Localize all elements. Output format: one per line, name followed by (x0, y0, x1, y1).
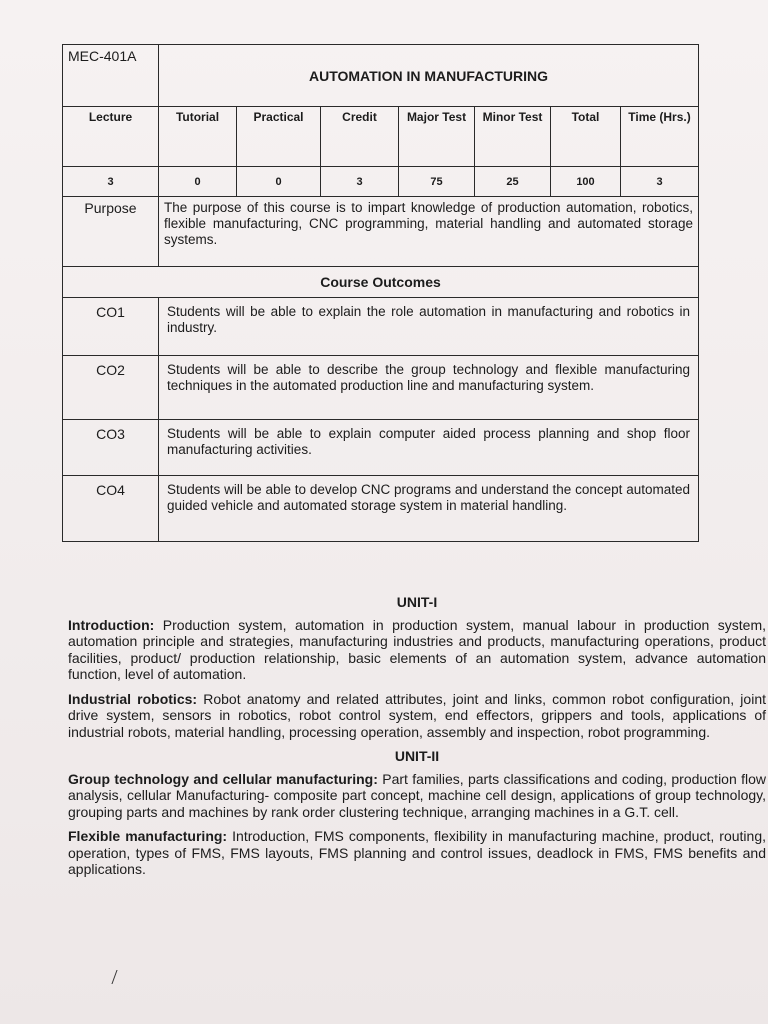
value-time: 3 (621, 167, 699, 197)
unit-topic (68, 771, 766, 821)
header-credit: Credit (321, 107, 399, 167)
outcome-row (63, 420, 699, 476)
header-total: Total (551, 107, 621, 167)
unit-heading: UNIT-I (396, 594, 438, 610)
outcome-row (63, 356, 699, 420)
purpose-label: Purpose (63, 197, 159, 267)
header-minor-test: Minor Test (475, 107, 551, 167)
value-lecture: 3 (63, 167, 159, 197)
course-outcomes-heading: Course Outcomes (63, 267, 699, 298)
topic-text: Part families, parts classifications and coding, production flow analysis, cellular Manufacturing- composite part concept, machine cell design, applications of group technology, grouping parts and machines by rank order clustering technique, arranging machines in a G.T. cell. (68, 770, 767, 820)
units-section (68, 594, 766, 886)
outcome-text: Students will be able to explain the role automation in manufacturing and robotics in industry. (159, 298, 699, 356)
topic-text: Robot anatomy and related attributes, joint and links, common robot configuration, joint drive system, sensors in robotics, robot control system, end effectors, grippers and tools, applications of industrial robots, material handling, processing operation, assembly and inspection, robot programming. (68, 690, 766, 740)
purpose-text: The purpose of this course is to impart knowledge of production automation, robotics, flexible manufacturing, CNC programming, material handling and automated storage systems. (159, 197, 699, 267)
unit-topic (68, 617, 766, 683)
topic-title: Introduction: (68, 616, 155, 633)
outcome-row (63, 298, 699, 356)
header-lecture: Lecture (63, 107, 159, 167)
course-title: AUTOMATION IN MANUFACTURING (159, 45, 699, 107)
topic-title: Group technology and cellular manufacturing: (68, 770, 378, 787)
unit-heading: UNIT-II (394, 748, 440, 764)
outcome-id: CO1 (63, 298, 159, 356)
header-tutorial: Tutorial (159, 107, 237, 167)
course-code: MEC-401A (63, 45, 159, 107)
value-practical: 0 (237, 167, 321, 197)
outcome-text: Students will be able to explain computer aided process planning and shop floor manufacturing activities. (159, 420, 699, 476)
unit-topic (68, 691, 766, 741)
header-major-test: Major Test (399, 107, 475, 167)
outcome-id: CO4 (63, 476, 159, 542)
value-total: 100 (551, 167, 621, 197)
unit-topic (68, 828, 766, 878)
unit-1 (68, 594, 766, 740)
topic-text: Introduction, FMS components, flexibility in manufacturing machine, product, routing, operation, types of FMS, FMS layouts, FMS planning and control issues, deadlock in FMS, FMS benefits and applications. (68, 828, 766, 877)
outcome-id: CO3 (63, 420, 159, 476)
outcome-text: Students will be able to develop CNC programs and understand the concept automated guided vehicle and automated storage system in material handling. (159, 476, 699, 542)
unit-2 (68, 748, 766, 878)
outcome-id: CO2 (63, 356, 159, 420)
pen-mark (111, 970, 125, 984)
outcome-row (63, 476, 699, 542)
course-table (62, 44, 699, 542)
value-major-test: 75 (399, 167, 475, 197)
topic-title: Flexible manufacturing: (68, 828, 228, 844)
header-time: Time (Hrs.) (621, 107, 699, 167)
header-practical: Practical (237, 107, 321, 167)
value-tutorial: 0 (159, 167, 237, 197)
outcome-text: Students will be able to describe the group technology and flexible manufacturing techniques in the automated production line and manufacturing system. (159, 356, 699, 420)
topic-text: Production system, automation in production system, manual labour in production system, automation principle and strategies, manufacturing industries and products, manufacturing operations, product facilities, product/ production relationship, basic elements of an automation system, advance automation function, level of automation. (68, 616, 766, 682)
value-minor-test: 25 (475, 167, 551, 197)
value-credit: 3 (321, 167, 399, 197)
topic-title: Industrial robotics: (68, 690, 198, 707)
